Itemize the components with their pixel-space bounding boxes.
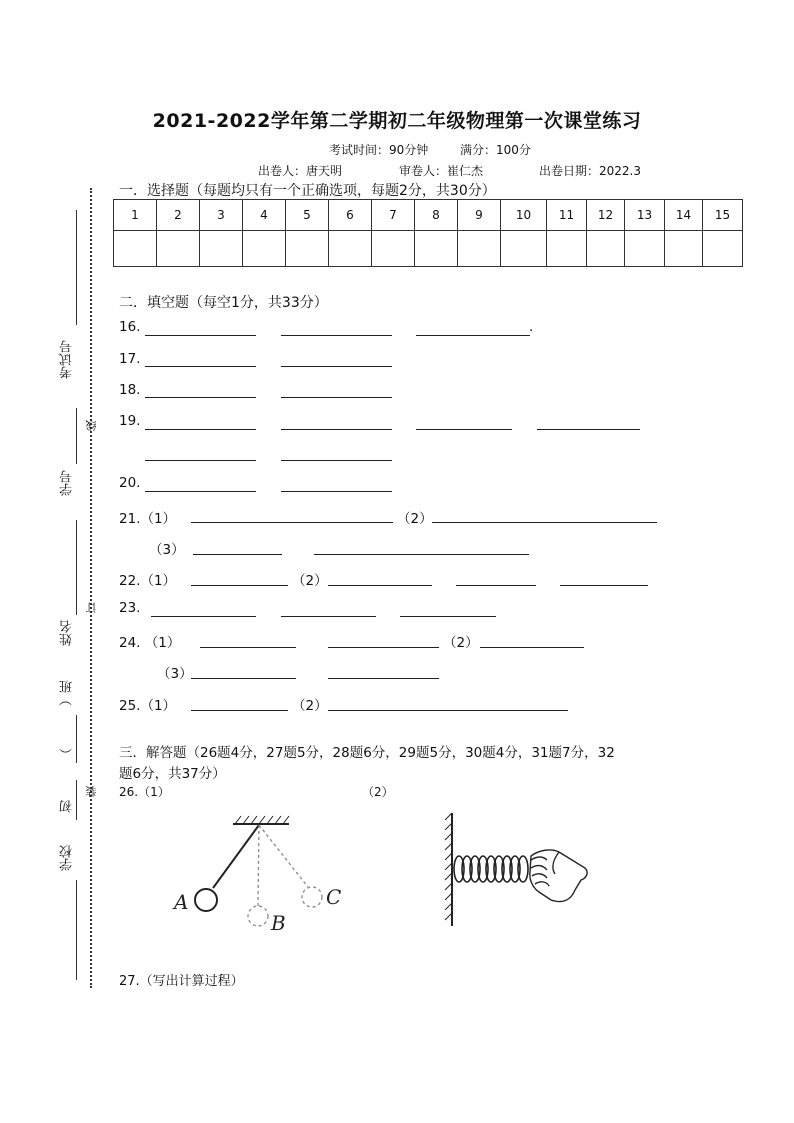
section3-heading-line2: 题6分，共37分） — [119, 766, 226, 782]
q20-blank-1[interactable] — [145, 491, 256, 492]
q24-part3-label: （3） — [157, 666, 193, 682]
answer-cell[interactable] — [329, 231, 372, 267]
answer-cell[interactable] — [547, 231, 587, 267]
q23-blank-3[interactable] — [400, 616, 496, 617]
q22-part2-label: （2） — [292, 573, 328, 589]
q19-blank-3[interactable] — [416, 429, 512, 430]
section1-heading: 一．选择题（每题均只有一个正确选项，每题2分，共30分） — [119, 183, 496, 199]
answer-cell[interactable] — [458, 231, 501, 267]
question-number: 1 — [114, 200, 157, 231]
q22-blank-2[interactable] — [328, 585, 432, 586]
student-no-line — [76, 408, 77, 464]
paper-date: 出卷日期：2022.3 — [539, 164, 641, 178]
question-number: 11 — [547, 200, 587, 231]
q18-blank-2[interactable] — [281, 397, 392, 398]
question-number: 9 — [458, 200, 501, 231]
q16-label: 16. — [119, 319, 141, 335]
question-number: 7 — [372, 200, 415, 231]
q20-blank-2[interactable] — [281, 491, 392, 492]
answer-cell[interactable] — [625, 231, 665, 267]
q19-label: 19. — [119, 413, 141, 429]
exam-no-line — [76, 210, 77, 325]
grade-label: 初 — [60, 800, 75, 813]
q24-label: 24. （1） — [119, 635, 181, 651]
q18-blank-1[interactable] — [145, 397, 256, 398]
question-number: 14 — [665, 200, 703, 231]
q19-blank-6[interactable] — [281, 460, 392, 461]
pendulum-string-c — [259, 825, 308, 887]
answer-cell[interactable] — [415, 231, 458, 267]
q21-blank-4[interactable] — [314, 554, 529, 555]
q25-blank-2[interactable] — [328, 710, 568, 711]
answer-table — [113, 199, 743, 267]
pendulum-ball-c — [302, 887, 322, 907]
q18-label: 18. — [119, 382, 141, 398]
name-label: 姓名 — [60, 620, 75, 646]
q25-blank-1[interactable] — [191, 710, 288, 711]
section3-heading-line1: 三．解答题（26题4分，27题5分，28题6分，29题5分，30题4分，31题7分，32 — [119, 745, 615, 761]
answer-cell[interactable] — [243, 231, 286, 267]
q24-blank-3[interactable] — [480, 647, 584, 648]
q21-part3-label: （3） — [149, 542, 185, 558]
q24-blank-1[interactable] — [200, 647, 296, 648]
q16-blank-1[interactable] — [145, 335, 256, 336]
q19-blank-4[interactable] — [537, 429, 640, 430]
school-line — [76, 880, 77, 980]
q22-blank-4[interactable] — [560, 585, 648, 586]
label-c: C — [326, 885, 342, 909]
q17-blank-2[interactable] — [281, 366, 392, 367]
q26-part2-label: （2） — [362, 785, 394, 799]
answer-cell[interactable] — [200, 231, 243, 267]
q19-blank-1[interactable] — [145, 429, 256, 430]
q24-part2-label: （2） — [443, 635, 479, 651]
spring-figure — [435, 808, 595, 933]
pendulum-ball-a — [195, 889, 217, 911]
school-label: 学校 — [60, 845, 75, 871]
q16-blank-3[interactable] — [416, 335, 530, 336]
question-number: 12 — [587, 200, 625, 231]
section2-heading: 二．填空题（每空1分，共33分） — [119, 295, 328, 311]
question-number: 4 — [243, 200, 286, 231]
answer-cell[interactable] — [372, 231, 415, 267]
question-number: 3 — [200, 200, 243, 231]
wall-hatch — [445, 813, 452, 920]
question-number: 10 — [501, 200, 547, 231]
label-b: B — [271, 911, 286, 935]
q21-blank-1[interactable] — [191, 522, 393, 523]
paper-reviewer: 审卷人：崔仁杰 — [399, 164, 484, 178]
q24-blank-5[interactable] — [328, 678, 439, 679]
q19-blank-2[interactable] — [281, 429, 392, 430]
q24-blank-4[interactable] — [191, 678, 296, 679]
spring-coils — [454, 856, 528, 882]
answer-cell[interactable] — [703, 231, 743, 267]
answer-cell[interactable] — [587, 231, 625, 267]
page-title: 2021-2022学年第二学期初二年级物理第一次课堂练习 — [152, 110, 642, 132]
q17-label: 17. — [119, 351, 141, 367]
q21-part2-label: （2） — [397, 511, 433, 527]
question-number: 15 — [703, 200, 743, 231]
question-number: 5 — [286, 200, 329, 231]
full-score: 满分：100分 — [460, 143, 531, 157]
exam-time: 考试时间：90分钟 — [329, 143, 429, 157]
class-paren-close: ）班 — [60, 680, 75, 706]
q23-label: 23. — [119, 600, 141, 616]
q24-blank-2[interactable] — [328, 647, 439, 648]
q27-label: 27.（写出计算过程） — [119, 974, 244, 989]
hand-drawing — [530, 850, 587, 902]
question-number: 2 — [157, 200, 200, 231]
grade-line — [76, 780, 77, 820]
student-no-label: 学号 — [60, 470, 75, 496]
q23-blank-2[interactable] — [281, 616, 376, 617]
mark-ding: 订 — [85, 602, 98, 613]
q21-blank-2[interactable] — [432, 522, 657, 523]
mark-zhuang: 装 — [85, 786, 98, 797]
q25-part2-label: （2） — [292, 698, 328, 714]
pendulum-ball-b — [248, 906, 268, 926]
pendulum-string-a — [213, 825, 259, 888]
mark-line: 线 — [85, 420, 98, 431]
question-number: 8 — [415, 200, 458, 231]
q22-label: 22.（1） — [119, 573, 177, 589]
q21-label: 21.（1） — [119, 511, 177, 527]
answer-cell[interactable] — [286, 231, 329, 267]
question-number: 13 — [625, 200, 665, 231]
label-a: A — [174, 890, 189, 914]
paper-setter: 出卷人：唐天明 — [258, 164, 343, 178]
answer-cell[interactable] — [114, 231, 157, 267]
q25-label: 25.（1） — [119, 698, 177, 714]
binding-dotted-line — [90, 188, 92, 988]
answer-cell[interactable] — [501, 231, 547, 267]
q16-blank-2[interactable] — [281, 335, 392, 336]
question-number: 6 — [329, 200, 372, 231]
pendulum-figure — [165, 810, 365, 935]
q16-period: . — [529, 319, 534, 335]
ceiling-hatch — [235, 816, 289, 824]
q19-blank-5[interactable] — [145, 460, 256, 461]
class-paren-open: （ — [60, 748, 75, 761]
q23-blank-1[interactable] — [151, 616, 256, 617]
name-line — [76, 520, 77, 615]
q22-blank-1[interactable] — [191, 585, 288, 586]
pendulum-string-b — [258, 825, 259, 906]
q20-label: 20. — [119, 475, 141, 491]
q22-blank-3[interactable] — [456, 585, 536, 586]
q17-blank-1[interactable] — [145, 366, 256, 367]
q21-blank-3[interactable] — [193, 554, 282, 555]
answer-cell[interactable] — [665, 231, 703, 267]
q26-part1-label: 26.（1） — [119, 785, 170, 799]
exam-no-label: 考试号 — [60, 340, 75, 379]
answer-cell[interactable] — [157, 231, 200, 267]
